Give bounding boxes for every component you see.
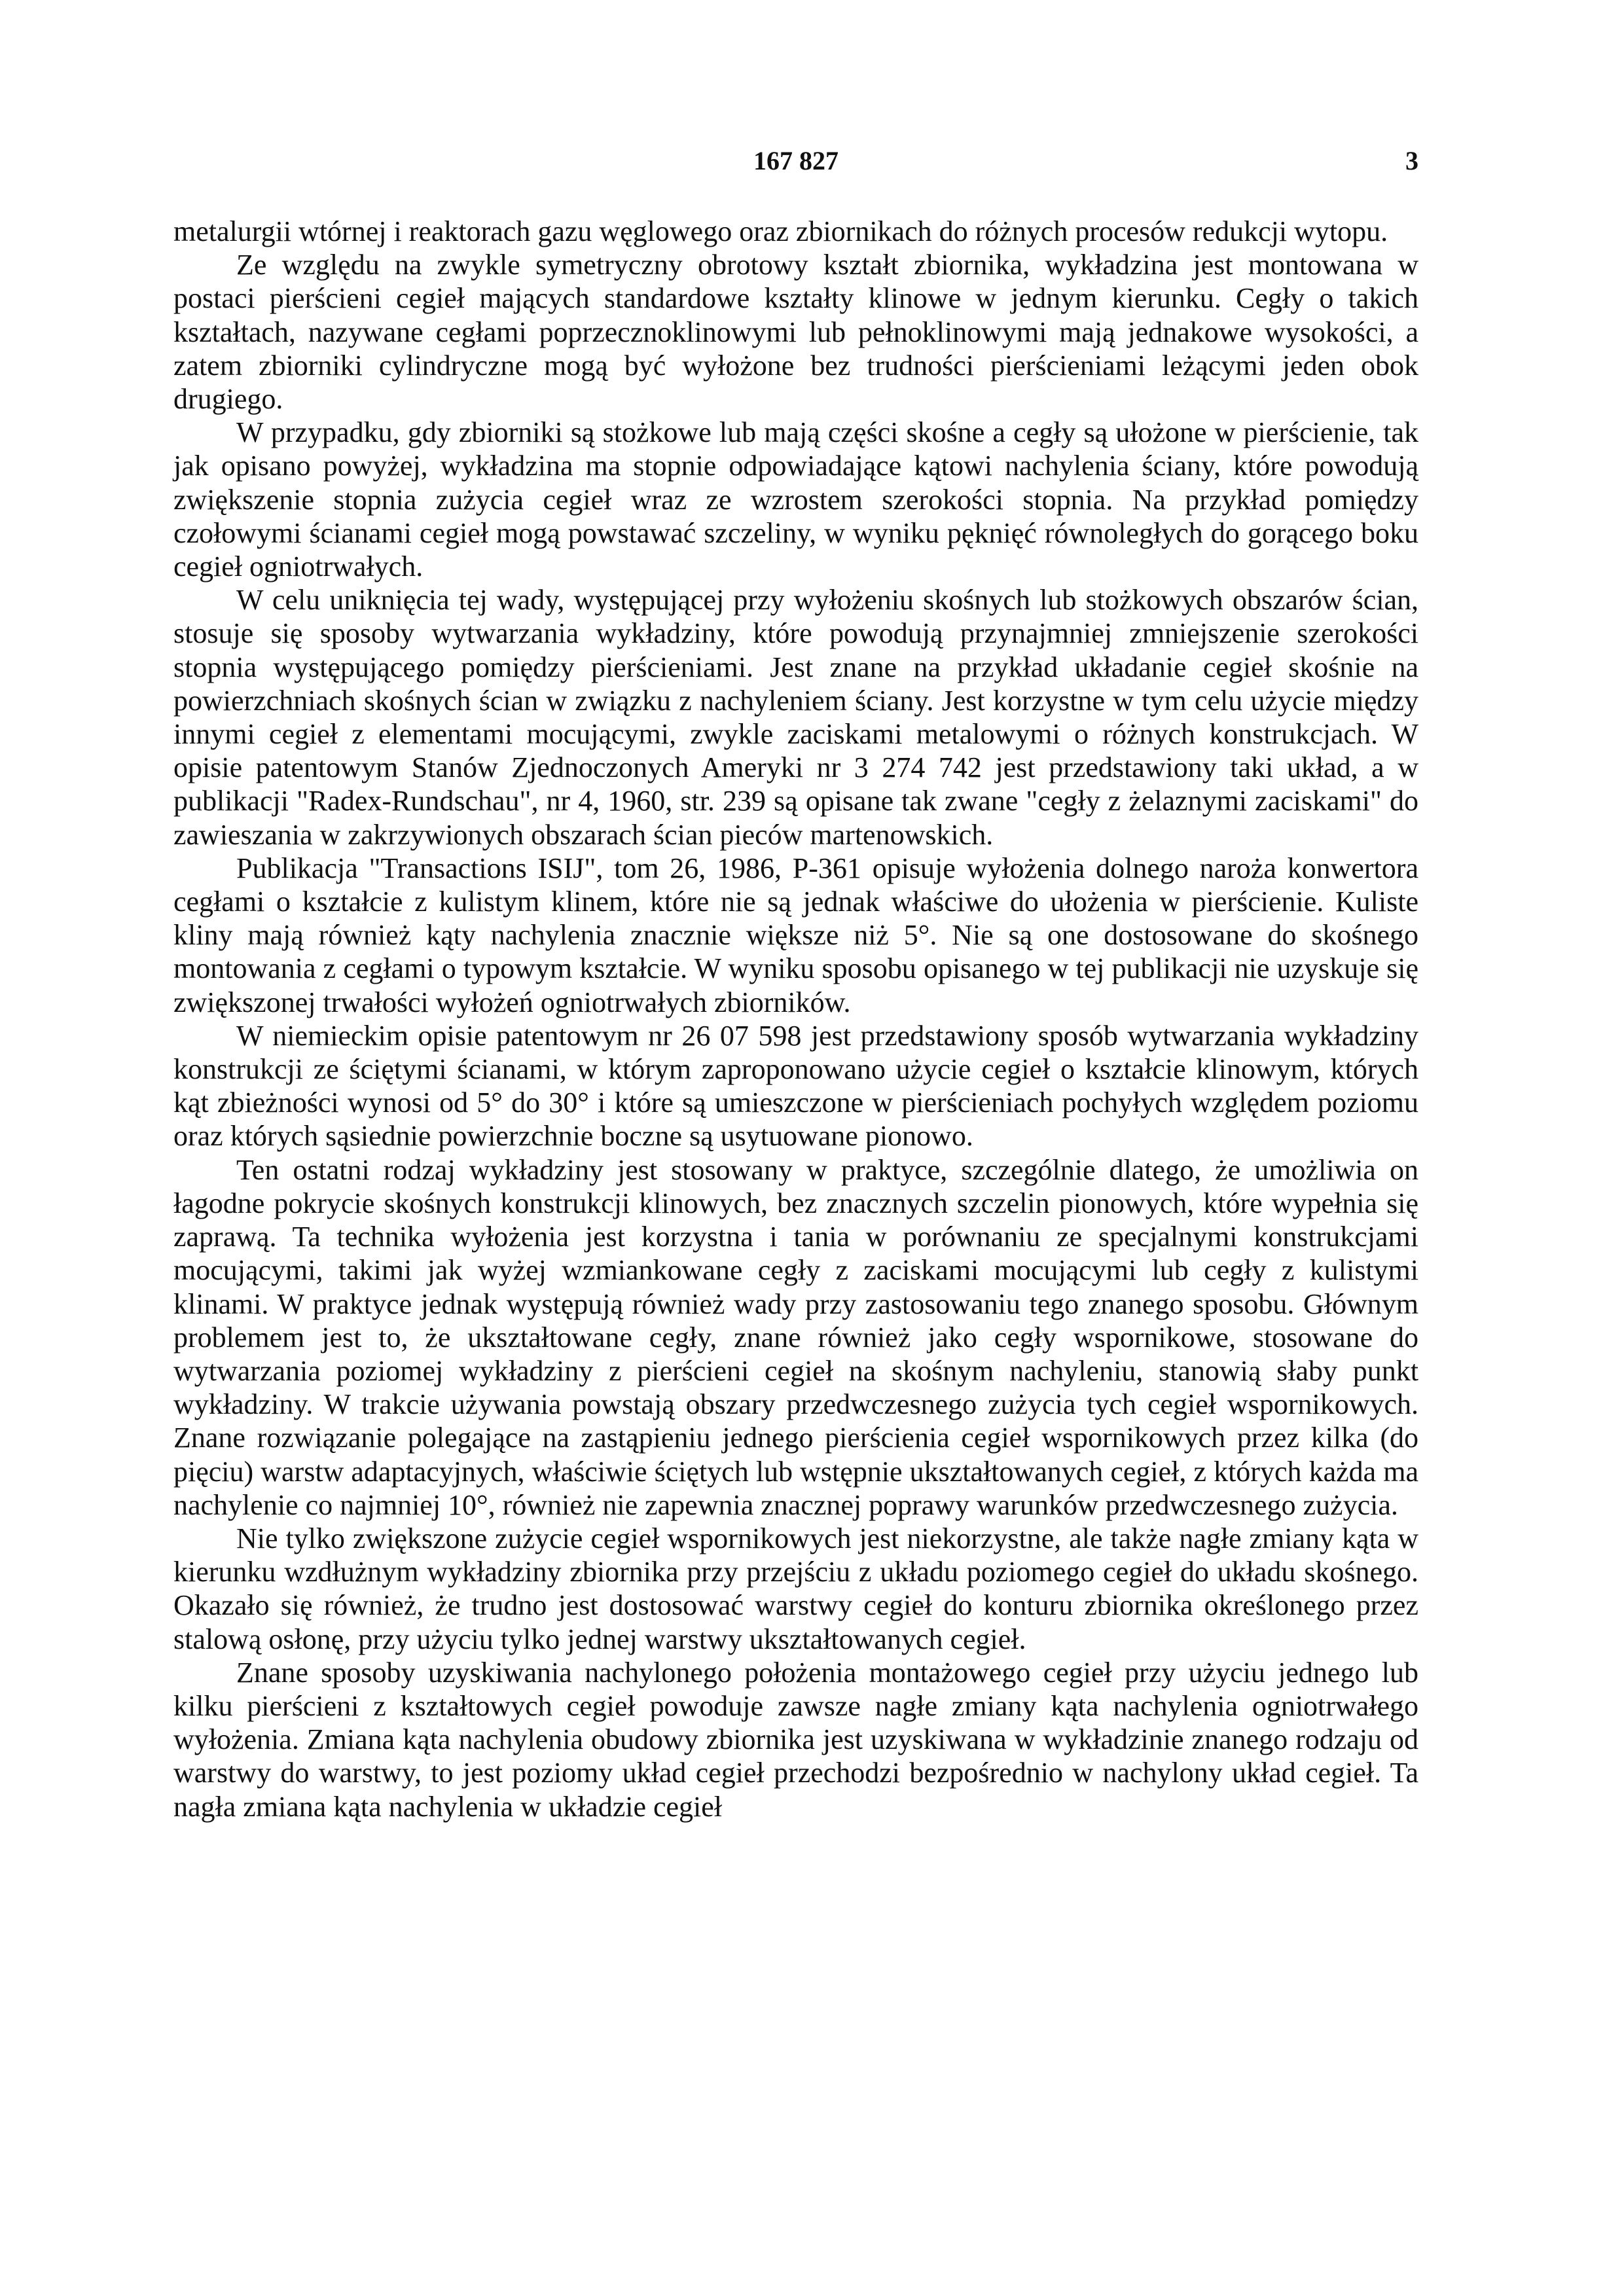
document-body (173, 215, 1418, 1823)
page-header (173, 145, 1418, 178)
patent-number: 167 827 (753, 146, 839, 175)
paragraph: Ze względu na zwykle symetryczny obrotowy kształt zbiornika, wykładzina jest montowana w postaci pierścieni cegieł mających standardowe kształty klinowe w jednym kierunku. Cegły o takich kształtach, nazywane cegłami poprzecznoklinowymi lub pełnoklinowymi mają jednakowe wysokości, a zatem zbiorniki cylindryczne mogą być wyłożone bez trudności pierścieniami leżącymi jeden obok drugiego. (173, 249, 1418, 416)
paragraph: Publikacja "Transactions ISIJ", tom 26, 1986, P-361 opisuje wyłożenia dolnego naroża konwertora cegłami o kształcie z kulistym klinem, które nie są jednak właściwe do ułożenia w pierścienie. Kuliste kliny mają również kąty nachylenia znacznie większe niż 5°. Nie są one dostosowane do skośnego montowania z cegłami o typowym kształcie. W wyniku sposobu opisanego w tej publikacji nie uzyskuje się zwiększonej trwałości wyłożeń ogniotrwałych zbiorników. (173, 852, 1418, 1018)
paragraph: Znane sposoby uzyskiwania nachylonego położenia montażowego cegieł przy użyciu jednego lub kilku pierścieni z kształtowych cegieł powoduje zawsze nagłe zmiany kąta nachylenia ogniotrwałego wyłożenia. Zmiana kąta nachylenia obudowy zbiornika jest uzyskiwana w wykładzinie znanego rodzaju od warstwy do warstwy, to jest poziomy układ cegieł przechodzi bezpośrednio w nachylony układ cegieł. Ta nagła zmiana kąta nachylenia w układzie cegieł (173, 1656, 1418, 1823)
paragraph: Nie tylko zwiększone zużycie cegieł wspornikowych jest niekorzystne, ale także nagłe zmiany kąta w kierunku wzdłużnym wykładziny zbiornika przy przejściu z układu poziomego cegieł do układu skośnego. Okazało się również, że trudno jest dostosować warstwy cegieł do konturu zbiornika określonego przez stalową osłonę, przy użyciu tylko jednej warstwy ukształtowanych cegieł. (173, 1522, 1418, 1655)
paragraph: metalurgii wtórnej i reaktorach gazu węglowego oraz zbiornikach do różnych procesów redukcji wytopu. (173, 215, 1388, 247)
page-number: 3 (1405, 146, 1418, 175)
paragraph: W celu uniknięcia tej wady, występującej przy wyłożeniu skośnych lub stożkowych obszarów ścian, stosuje się sposoby wytwarzania wykładziny, które powodują przynajmniej zmniejszenie szerokości stopnia występującego pomiędzy pierścieniami. Jest znane na przykład układanie cegieł skośnie na powierzchniach skośnych ścian w związku z nachyleniem ściany. Jest korzystne w tym celu użycie między innymi cegieł z elementami mocującymi, zwykle zaciskami metalowymi o różnych konstrukcjach. W opisie patentowym Stanów Zjednoczonych Ameryki nr 3 274 742 jest przedstawiony taki układ, a w publikacji "Radex-Rundschau", nr 4, 1960, str. 239 są opisane tak zwane "cegły z żelaznymi zaciskami" do zawieszania w zakrzywionych obszarach ścian pieców martenowskich. (173, 584, 1418, 851)
paragraph: Ten ostatni rodzaj wykładziny jest stosowany w praktyce, szczególnie dlatego, że umożliwia on łagodne pokrycie skośnych konstrukcji klinowych, bez znacznych szczelin pionowych, które wypełnia się zaprawą. Ta technika wyłożenia jest korzystna i tania w porównaniu ze specjalnymi konstrukcjami mocującymi, takimi jak wyżej wzmiankowane cegły z zaciskami mocującymi lub cegły z kulistymi klinami. W praktyce jednak występują również wady przy zastosowaniu tego znanego sposobu. Głównym problemem jest to, że ukształtowane cegły, znane również jako cegły wspornikowe, stosowane do wytwarzania poziomej wykładziny z pierścieni cegieł na skośnym nachyleniu, stanowią słaby punkt wykładziny. W trakcie używania powstają obszary przedwczesnego zużycia tych cegieł wspornikowych. Znane rozwiązanie polegające na zastąpieniu jednego pierścienia cegieł wspornikowych przez kilka (do pięciu) warstw adaptacyjnych, właściwie ściętych lub wstępnie ukształtowanych cegieł, z których każda ma nachylenie co najmniej 10°, również nie zapewnia znacznej poprawy warunków przedwczesnego zużycia. (173, 1153, 1418, 1521)
paragraph: W przypadku, gdy zbiorniki są stożkowe lub mają części skośne a cegły są ułożone w pierścienie, tak jak opisano powyżej, wykładzina ma stopnie odpowiadające kątowi nachylenia ściany, które powodują zwiększenie stopnia zużycia cegieł wraz ze wzrostem szerokości stopnia. Na przykład pomiędzy czołowymi ścianami cegieł mogą powstawać szczeliny, w wyniku pęknięć równoległych do gorącego boku cegieł ogniotrwałych. (173, 416, 1418, 583)
paragraph: W niemieckim opisie patentowym nr 26 07 598 jest przedstawiony sposób wytwarzania wykładziny konstrukcji ze ściętymi ścianami, w którym zaproponowano użycie cegieł o kształcie klinowym, których kąt zbieżności wynosi od 5° do 30° i które są umieszczone w pierścieniach pochyłych względem poziomu oraz których sąsiednie powierzchnie boczne są usytuowane pionowo. (173, 1019, 1418, 1153)
